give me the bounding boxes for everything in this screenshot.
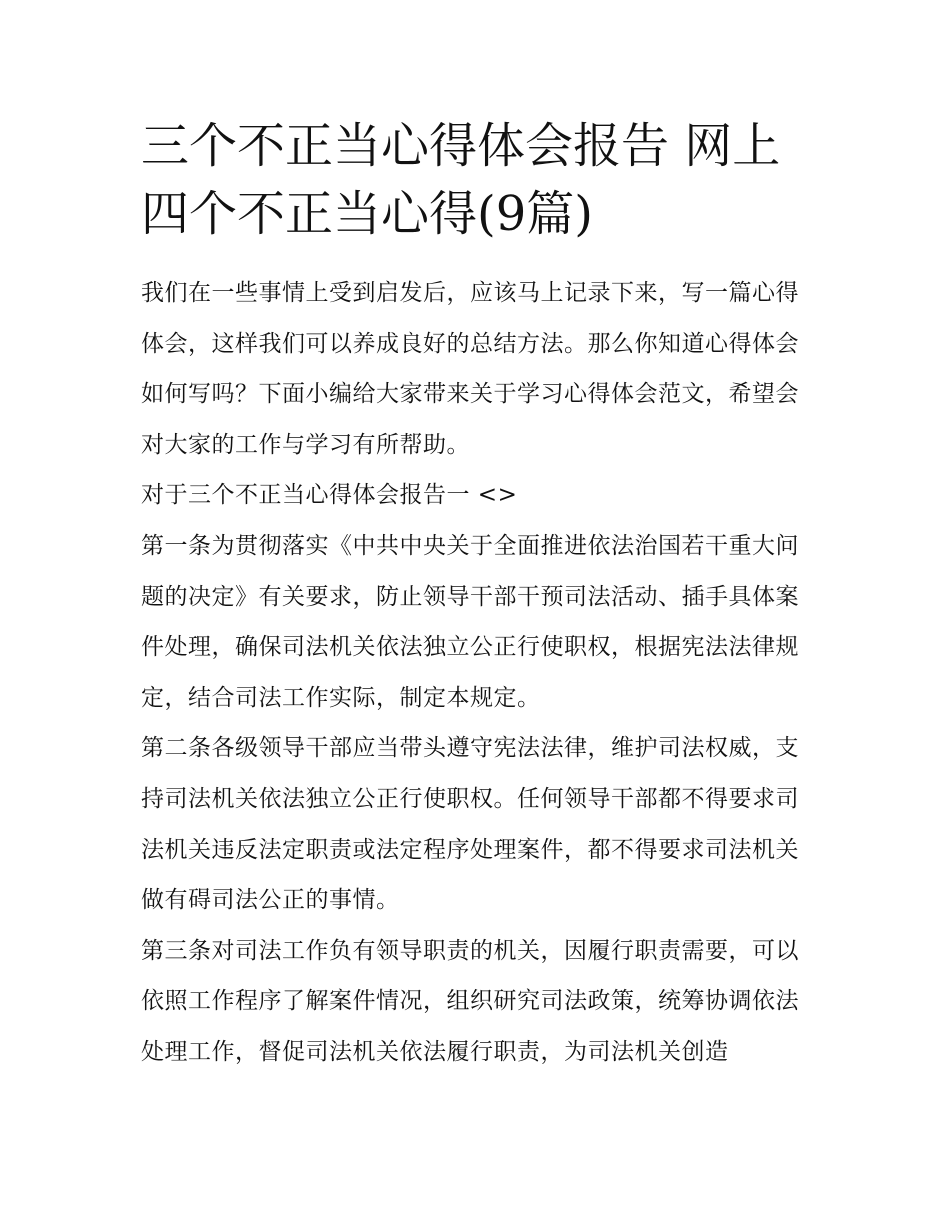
document-title: 三个不正当心得体会报告 网上四个不正当心得(9篇) — [141, 118, 781, 242]
paragraph-article-3: 第三条对司法工作负有领导职责的机关，因履行职责需要，可以依照工作程序了解案件情况，组织研究司法政策，统筹协调依法处理工作，督促司法机关依法履行职责，为司法机关创造 — [141, 937, 799, 1065]
document-page — [141, 112, 813, 1078]
paragraph-intro: 我们在一些事情上受到启发后，应该马上记录下来，写一篇心得体会，这样我们可以养成良好的总结方法。那么你知道心得体会如何写吗？下面小编给大家带来关于学习心得体会范文，希望会对大家的工作与学习有所帮助。 — [141, 280, 799, 458]
document-body — [141, 268, 813, 1078]
paragraph-article-2: 第二条各级领导干部应当带头遵守宪法法律，维护司法权威，支持司法机关依法独立公正行使职权。任何领导干部都不得要求司法机关违反法定职责或法定程序处理案件，都不得要求司法机关做有碍司法公正的事情。 — [141, 735, 799, 914]
paragraph-section-heading: 对于三个不正当心得体会报告一 <> — [141, 482, 518, 509]
paragraph-article-1: 第一条为贯彻落实《中共中央关于全面推进依法治国若干重大问题的决定》有关要求，防止领导干部干预司法活动、插手具体案件处理，确保司法机关依法独立公正行使职权，根据宪法法律规定，结合司法工作实际，制定本规定。 — [141, 532, 799, 711]
